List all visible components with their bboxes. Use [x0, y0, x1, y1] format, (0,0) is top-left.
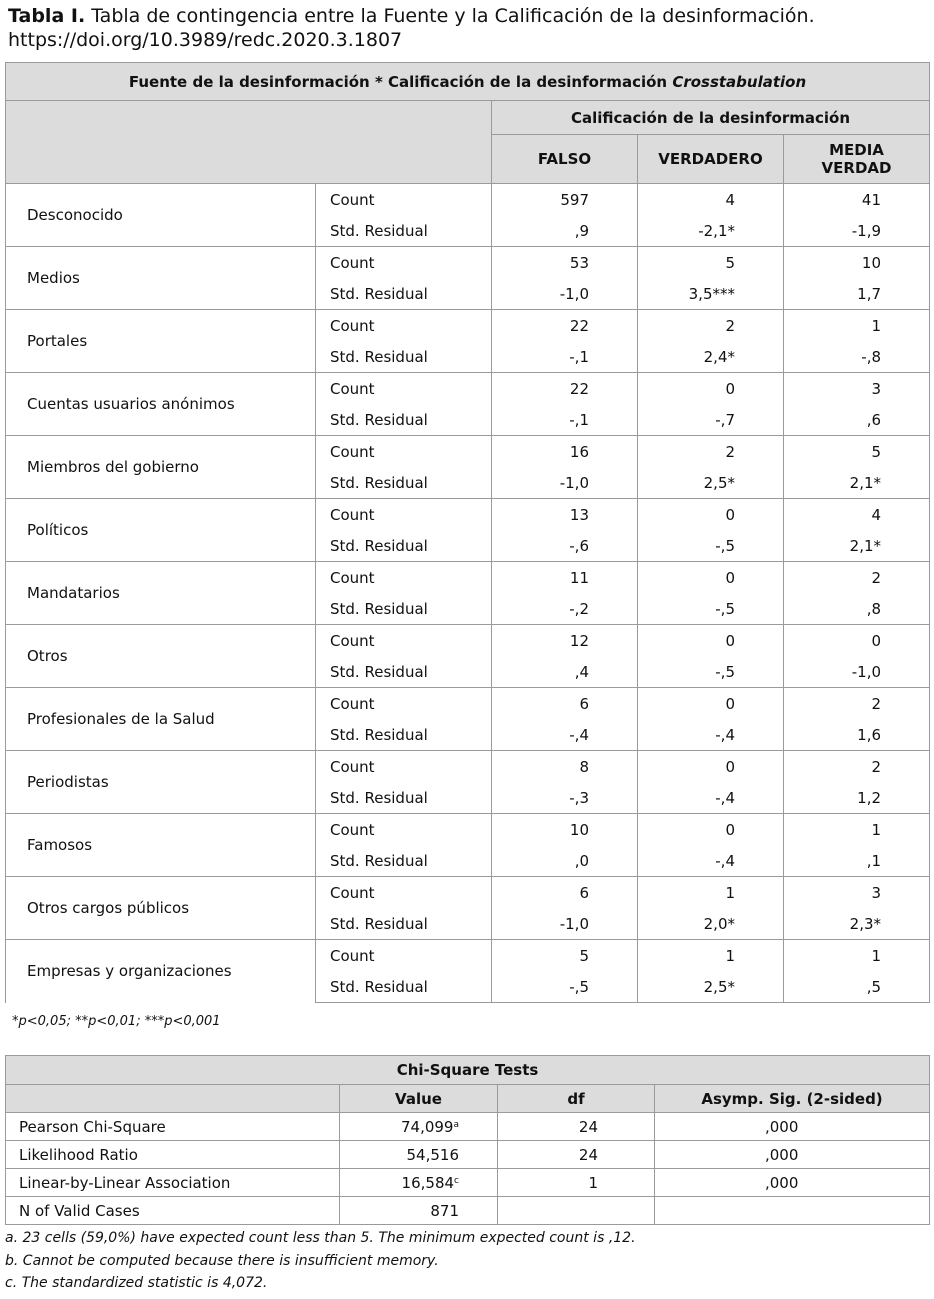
table-caption [8, 4, 815, 52]
chi-value: 74,099 [400, 1117, 454, 1136]
chi-col-df: df [498, 1085, 655, 1113]
table-row [6, 814, 930, 846]
count-cell: 3 [784, 373, 930, 405]
chi-note-b: b. Cannot be computed because there is insufficient memory. [5, 1253, 439, 1269]
count-cell: 1 [784, 310, 930, 342]
col-header-media-verdad [784, 135, 930, 184]
count-cell: 16 [492, 436, 638, 468]
count-cell: 53 [492, 247, 638, 279]
chi-value-footnote-mark: a [453, 1119, 459, 1130]
chi-header-blank [6, 1085, 340, 1113]
count-cell: 0 [638, 499, 784, 531]
table-row [6, 625, 930, 657]
chi-value-footnote-mark: c [454, 1175, 459, 1186]
chi-df-cell [498, 1197, 655, 1225]
source-label: Miembros del gobierno [6, 436, 316, 499]
residual-cell: ,0 [492, 845, 638, 877]
stat-label-residual: Std. Residual [316, 845, 492, 877]
residual-cell: -1,0 [492, 467, 638, 499]
col-header-media-line1: MEDIA [829, 141, 884, 159]
count-cell: 10 [492, 814, 638, 846]
source-label: Otros cargos públicos [6, 877, 316, 940]
source-label: Empresas y organizaciones [6, 940, 316, 1003]
stat-label-count: Count [316, 751, 492, 783]
chi-sig-cell [655, 1197, 930, 1225]
chi-value-cell [340, 1113, 498, 1141]
table-row [6, 877, 930, 909]
table-row [6, 940, 930, 972]
residual-cell: -,7 [638, 404, 784, 436]
chi-square-table [5, 1055, 930, 1225]
chi-df-cell: 24 [498, 1113, 655, 1141]
count-cell: 0 [638, 625, 784, 657]
count-cell: 4 [784, 499, 930, 531]
stat-label-count: Count [316, 562, 492, 594]
stat-label-residual: Std. Residual [316, 341, 492, 373]
col-header-falso: FALSO [492, 135, 638, 184]
count-cell: 13 [492, 499, 638, 531]
chi-df-cell: 24 [498, 1141, 655, 1169]
source-label: Portales [6, 310, 316, 373]
count-cell: 5 [784, 436, 930, 468]
table-row [6, 436, 930, 468]
table-row [6, 1113, 930, 1141]
residual-cell: 1,7 [784, 278, 930, 310]
residual-cell: -1,0 [492, 908, 638, 940]
chi-value-cell [340, 1169, 498, 1197]
chi-value: 871 [430, 1201, 459, 1220]
chi-row-label: Linear-by-Linear Association [6, 1169, 340, 1197]
count-cell: 1 [638, 877, 784, 909]
count-cell: 6 [492, 877, 638, 909]
source-label: Medios [6, 247, 316, 310]
crosstab-title-main: Fuente de la desinformación * Calificación de la desinformación [128, 72, 673, 91]
residual-cell: ,9 [492, 215, 638, 247]
crosstab-title-italic: Crosstabulation [672, 72, 807, 91]
chi-sig-cell: ,000 [655, 1113, 930, 1141]
residual-cell: -,8 [784, 341, 930, 373]
stat-label-residual: Std. Residual [316, 278, 492, 310]
residual-cell: 1,6 [784, 719, 930, 751]
stat-label-residual: Std. Residual [316, 782, 492, 814]
residual-cell: 2,5* [638, 971, 784, 1003]
caption-doi: https://doi.org/10.3989/redc.2020.3.1807 [8, 29, 403, 51]
chi-value: 16,584 [401, 1173, 455, 1192]
stat-label-residual: Std. Residual [316, 404, 492, 436]
count-cell: 0 [638, 562, 784, 594]
residual-cell: 2,5* [638, 467, 784, 499]
chi-sig-cell: ,000 [655, 1169, 930, 1197]
residual-cell: -,6 [492, 530, 638, 562]
stat-label-residual: Std. Residual [316, 656, 492, 688]
source-label: Desconocido [6, 184, 316, 247]
residual-cell: ,1 [784, 845, 930, 877]
count-cell: 22 [492, 373, 638, 405]
count-cell: 41 [784, 184, 930, 216]
stat-label-residual: Std. Residual [316, 467, 492, 499]
source-label: Mandatarios [6, 562, 316, 625]
residual-cell: -,4 [638, 782, 784, 814]
count-cell: 0 [784, 625, 930, 657]
residual-cell: ,8 [784, 593, 930, 625]
chi-value: 54,516 [406, 1145, 459, 1164]
source-label: Políticos [6, 499, 316, 562]
count-cell: 12 [492, 625, 638, 657]
residual-cell: ,4 [492, 656, 638, 688]
source-label: Profesionales de la Salud [6, 688, 316, 751]
stat-label-count: Count [316, 184, 492, 216]
chi-row-label: N of Valid Cases [6, 1197, 340, 1225]
significance-note: *p<0,05; **p<0,01; ***p<0,001 [12, 1014, 221, 1029]
residual-cell: -2,1* [638, 215, 784, 247]
table-row [6, 373, 930, 405]
count-cell: 1 [638, 940, 784, 972]
residual-cell: -,5 [638, 656, 784, 688]
stat-label-residual: Std. Residual [316, 593, 492, 625]
residual-cell: -,1 [492, 341, 638, 373]
residual-cell: 2,1* [784, 467, 930, 499]
count-cell: 22 [492, 310, 638, 342]
count-cell: 1 [784, 814, 930, 846]
table-row [6, 184, 930, 216]
crosstab-title [6, 63, 930, 101]
residual-cell: -,5 [638, 593, 784, 625]
residual-cell: 3,5*** [638, 278, 784, 310]
stat-label-count: Count [316, 310, 492, 342]
count-cell: 2 [784, 751, 930, 783]
chi-df-cell: 1 [498, 1169, 655, 1197]
count-cell: 5 [492, 940, 638, 972]
residual-cell: -,1 [492, 404, 638, 436]
table-row [6, 247, 930, 279]
table-row [6, 562, 930, 594]
residual-cell: -,2 [492, 593, 638, 625]
source-label: Famosos [6, 814, 316, 877]
residual-cell: -,4 [492, 719, 638, 751]
stat-label-count: Count [316, 625, 492, 657]
count-cell: 0 [638, 814, 784, 846]
crosstab-table [5, 62, 930, 1003]
residual-cell: 2,3* [784, 908, 930, 940]
table-row [6, 310, 930, 342]
caption-label: Tabla I. [8, 5, 86, 27]
residual-cell: 1,2 [784, 782, 930, 814]
chi-note-c: c. The standardized statistic is 4,072. [5, 1275, 268, 1291]
chi-value-cell [340, 1197, 498, 1225]
group-header: Calificación de la desinformación [492, 101, 930, 135]
count-cell: 2 [638, 310, 784, 342]
count-cell: 0 [638, 751, 784, 783]
stat-label-count: Count [316, 247, 492, 279]
chi-row-label: Pearson Chi-Square [6, 1113, 340, 1141]
count-cell: 1 [784, 940, 930, 972]
stat-label-residual: Std. Residual [316, 719, 492, 751]
chi-note-a: a. 23 cells (59,0%) have expected count less than 5. The minimum expected count is ,12. [5, 1230, 636, 1246]
source-label: Cuentas usuarios anónimos [6, 373, 316, 436]
chi-row-label: Likelihood Ratio [6, 1141, 340, 1169]
residual-cell: -,5 [492, 971, 638, 1003]
chi-value-cell [340, 1141, 498, 1169]
table-row [6, 751, 930, 783]
count-cell: 10 [784, 247, 930, 279]
count-cell: 8 [492, 751, 638, 783]
stat-label-residual: Std. Residual [316, 530, 492, 562]
residual-cell: -,4 [638, 719, 784, 751]
stat-label-count: Count [316, 814, 492, 846]
residual-cell: -,5 [638, 530, 784, 562]
residual-cell: -1,0 [492, 278, 638, 310]
count-cell: 5 [638, 247, 784, 279]
count-cell: 0 [638, 688, 784, 720]
chi-square-title: Chi-Square Tests [6, 1056, 930, 1085]
count-cell: 0 [638, 373, 784, 405]
table-row [6, 688, 930, 720]
stat-label-residual: Std. Residual [316, 215, 492, 247]
residual-cell: ,5 [784, 971, 930, 1003]
caption-text: Tabla de contingencia entre la Fuente y la Calificación de la desinformación. [85, 5, 815, 27]
stat-label-count: Count [316, 877, 492, 909]
source-label: Otros [6, 625, 316, 688]
count-cell: 597 [492, 184, 638, 216]
residual-cell: -,3 [492, 782, 638, 814]
stat-label-count: Count [316, 436, 492, 468]
chi-sig-cell: ,000 [655, 1141, 930, 1169]
table-row [6, 1169, 930, 1197]
count-cell: 2 [784, 562, 930, 594]
header-corner [6, 101, 492, 184]
table-row [6, 1141, 930, 1169]
chi-col-sig: Asymp. Sig. (2-sided) [655, 1085, 930, 1113]
stat-label-residual: Std. Residual [316, 971, 492, 1003]
residual-cell: 2,1* [784, 530, 930, 562]
residual-cell: 2,0* [638, 908, 784, 940]
count-cell: 11 [492, 562, 638, 594]
source-label: Periodistas [6, 751, 316, 814]
count-cell: 6 [492, 688, 638, 720]
residual-cell: ,6 [784, 404, 930, 436]
residual-cell: -1,0 [784, 656, 930, 688]
chi-col-value: Value [340, 1085, 498, 1113]
table-row [6, 499, 930, 531]
stat-label-residual: Std. Residual [316, 908, 492, 940]
col-header-verdadero: VERDADERO [638, 135, 784, 184]
residual-cell: -,4 [638, 845, 784, 877]
count-cell: 2 [784, 688, 930, 720]
count-cell: 3 [784, 877, 930, 909]
stat-label-count: Count [316, 373, 492, 405]
table-row [6, 1197, 930, 1225]
count-cell: 2 [638, 436, 784, 468]
stat-label-count: Count [316, 940, 492, 972]
residual-cell: -1,9 [784, 215, 930, 247]
residual-cell: 2,4* [638, 341, 784, 373]
stat-label-count: Count [316, 499, 492, 531]
col-header-media-line2: VERDAD [821, 159, 892, 177]
count-cell: 4 [638, 184, 784, 216]
stat-label-count: Count [316, 688, 492, 720]
